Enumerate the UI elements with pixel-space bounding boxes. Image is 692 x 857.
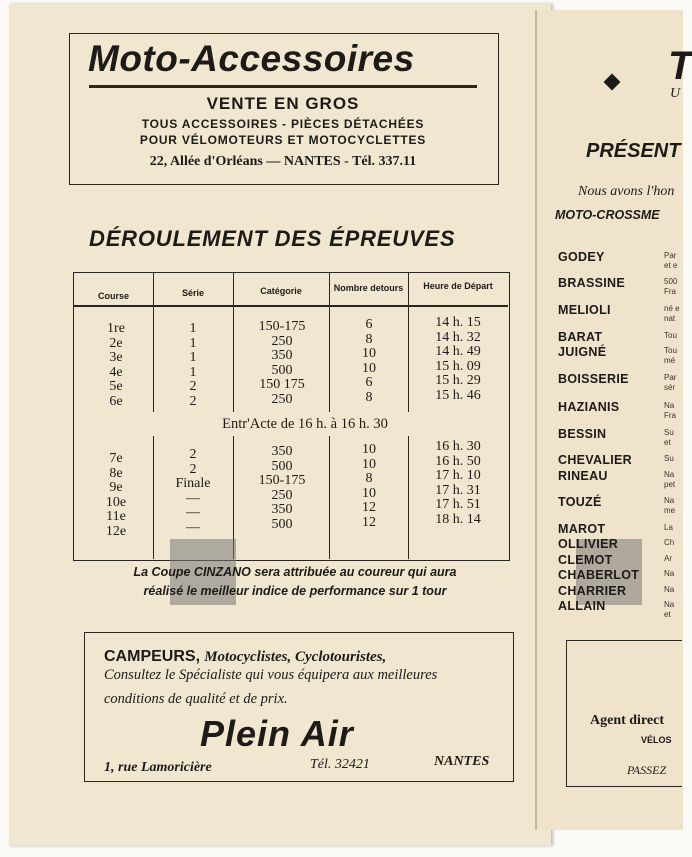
block1-categorie [242, 320, 322, 407]
course-cell: 9e [109, 480, 123, 495]
rider-description: Na [664, 585, 675, 594]
ad-brand: Moto-Accessoires [88, 38, 415, 79]
header-categorie: Catégorie [260, 286, 302, 296]
right-agent: Agent direct [590, 713, 664, 728]
serie-cell: — [186, 519, 200, 535]
plein-air-city: NANTES [434, 754, 490, 769]
rider-description: La [664, 523, 673, 532]
rider-name: MELIOLI [558, 303, 611, 317]
rider-description: Na et [664, 600, 675, 619]
categorie-cell: 250 [271, 333, 293, 349]
heure-cell: 15 h. 09 [435, 358, 481, 374]
serie-cell: 1 [189, 364, 197, 380]
rider-name: HAZIANIS [558, 400, 620, 414]
right-top-sub: U [670, 86, 681, 101]
heure-cell: 18 h. 14 [435, 511, 481, 527]
plein-air-brand: Plein Air [200, 713, 354, 754]
heure-cell: 15 h. 46 [435, 387, 481, 403]
serie-cell: — [186, 505, 200, 520]
course-cell: 11e [106, 509, 126, 524]
right-intro: Nous avons l'hon [578, 184, 675, 199]
block2-categorie [242, 445, 322, 532]
tours-cell: 10 [362, 456, 376, 472]
course-cell: 7e [109, 451, 123, 466]
header-serie: Série [181, 288, 205, 298]
heure-cell: 14 h. 49 [435, 344, 481, 359]
plein-air-line3: conditions de qualité et de prix. [104, 691, 288, 707]
rider-name: CHEVALIER [558, 453, 633, 467]
serie-cell: 1 [189, 350, 197, 365]
heure-cell: 17 h. 10 [435, 468, 481, 483]
rider-description: Su et [664, 428, 674, 447]
block2-serie [168, 448, 218, 535]
rider-name: OLLIVIER [558, 537, 619, 551]
categorie-cell: 350 [271, 502, 293, 517]
serie-cell: Finale [175, 476, 211, 491]
tours-cell: 10 [362, 485, 376, 501]
course-cell: 10e [105, 494, 127, 510]
course-cell: 6e [109, 393, 123, 409]
rider-name: RINEAU [558, 469, 608, 483]
tours-cell: 6 [365, 375, 373, 390]
rider-description: Ar [664, 554, 672, 563]
categorie-cell: 250 [271, 391, 293, 407]
rider-description: Ch [664, 538, 675, 547]
header-course: Course [97, 291, 129, 301]
heure-cell: 14 h. 32 [435, 329, 481, 345]
rider-description: 500 Fra [664, 277, 678, 296]
course-cell: 12e [105, 523, 127, 539]
rider-name: CLEMOT [558, 553, 613, 567]
rider-name: ALLAIN [558, 599, 606, 613]
rider-description: Na pet [664, 470, 676, 489]
entracte-text: Entr'Acte de 16 h. à 16 h. 30 [222, 416, 388, 432]
header-tours: Nombre detours [333, 283, 404, 293]
block2-course [96, 452, 136, 539]
rider-description: Tou mé [664, 346, 677, 365]
section-title: DÉROULEMENT DES ÉPREUVES [89, 226, 456, 251]
rider-description: né e nat [664, 304, 680, 323]
rider-description: Na me [664, 496, 676, 515]
tours-cell: 10 [362, 346, 376, 361]
rider-name: CHABERLOT [558, 568, 640, 582]
plein-air-address: 1, rue Lamoricière [104, 760, 212, 775]
right-subtitle: MOTO-CROSSME [555, 208, 660, 222]
course-cell: 1re [107, 321, 125, 336]
plein-air-line1 [104, 648, 386, 666]
rider-name: BARAT [558, 330, 603, 344]
serie-cell: 2 [189, 379, 197, 394]
ad-line1: VENTE EN GROS [206, 94, 360, 113]
categorie-cell: 350 [271, 348, 293, 363]
right-present: PRÉSENT [586, 140, 681, 162]
serie-cell: 2 [189, 447, 197, 462]
categorie-cell: 250 [271, 487, 293, 503]
block2-tours [349, 443, 389, 530]
tours-cell: 12 [362, 514, 376, 530]
rider-description: Par et e [664, 251, 678, 270]
heure-cell: 16 h. 30 [435, 439, 481, 454]
course-cell: 3e [109, 350, 123, 365]
right-passez: PASSEZ [627, 763, 667, 777]
course-cell: 2e [109, 335, 123, 351]
right-top-letter: T [668, 44, 692, 88]
course-cell: 8e [109, 465, 123, 481]
categorie-cell: 500 [271, 458, 293, 474]
block2-heure [420, 440, 496, 527]
categorie-cell: 500 [271, 362, 293, 378]
rider-name: BESSIN [558, 427, 607, 441]
rider-name: CHARRIER [558, 584, 627, 598]
rider-description: Su [664, 454, 674, 463]
block1-tours [349, 318, 389, 405]
rider-name: BOISSERIE [558, 372, 629, 386]
categorie-cell: 150 175 [259, 377, 305, 392]
categorie-cell: 350 [271, 444, 293, 459]
rider-name: GODEY [558, 250, 605, 264]
ad-rule [89, 85, 477, 88]
rider-description: Na [664, 569, 675, 578]
cup-line2: réalisé le meilleur indice de performance sur 1 tour [143, 584, 447, 598]
plein-air-line2: Consultez le Spécialiste qui vous équipera aux meilleures [104, 667, 438, 683]
rider-name: JUIGNÉ [558, 345, 607, 359]
right-velos: VÉLOS [641, 735, 672, 745]
tours-cell: 8 [365, 471, 373, 486]
categorie-cell: 500 [271, 516, 293, 532]
course-cell: 5e [109, 379, 123, 394]
rider-description: Par sér [664, 373, 677, 392]
serie-cell: 1 [189, 321, 197, 336]
heure-cell: 17 h. 31 [435, 482, 481, 498]
serie-cell: 2 [189, 393, 197, 409]
serie-cell: 2 [189, 461, 197, 477]
rider-name: BRASSINE [558, 276, 625, 290]
ad-address: 22, Allée d'Orléans — NANTES - Tél. 337.11 [149, 154, 417, 169]
block1-heure [420, 316, 496, 403]
block1-serie [173, 322, 213, 409]
campeurs-rest: Motocyclistes, Cyclotouristes, [204, 649, 387, 665]
tours-cell: 10 [362, 360, 376, 376]
ad-line3: POUR VÉLOMOTEURS ET MOTOCYCLETTES [139, 133, 427, 147]
cup-line1: La Coupe CINZANO sera attribuée au coureur qui aura [133, 565, 457, 579]
rider-description: Tou [664, 331, 677, 340]
tours-cell: 6 [365, 317, 373, 332]
ad-line2: TOUS ACCESSOIRES - PIÈCES DÉTACHÉES [141, 117, 425, 131]
plein-air-phone: Tél. 32421 [310, 757, 370, 772]
rider-name: TOUZÉ [558, 495, 602, 509]
categorie-cell: 150-175 [258, 473, 306, 488]
tours-cell: 8 [365, 331, 373, 347]
rider-description: Na Fra [664, 401, 676, 420]
block1-course [96, 322, 136, 409]
tours-cell: 12 [362, 500, 376, 515]
heure-cell: 17 h. 51 [435, 497, 481, 512]
table-header-rule [74, 305, 508, 307]
heure-cell: 15 h. 29 [435, 373, 481, 388]
tours-cell: 8 [365, 389, 373, 405]
serie-cell: 1 [189, 335, 197, 351]
serie-cell: — [186, 490, 200, 506]
rider-name: MAROT [558, 522, 606, 536]
course-cell: 4e [109, 364, 123, 380]
tours-cell: 10 [362, 442, 376, 457]
categorie-cell: 150-175 [258, 319, 306, 334]
heure-cell: 14 h. 15 [435, 315, 481, 330]
campeurs-label: CAMPEURS, [104, 648, 201, 665]
heure-cell: 16 h. 50 [435, 453, 481, 469]
header-heure: Heure de Départ [423, 281, 493, 291]
